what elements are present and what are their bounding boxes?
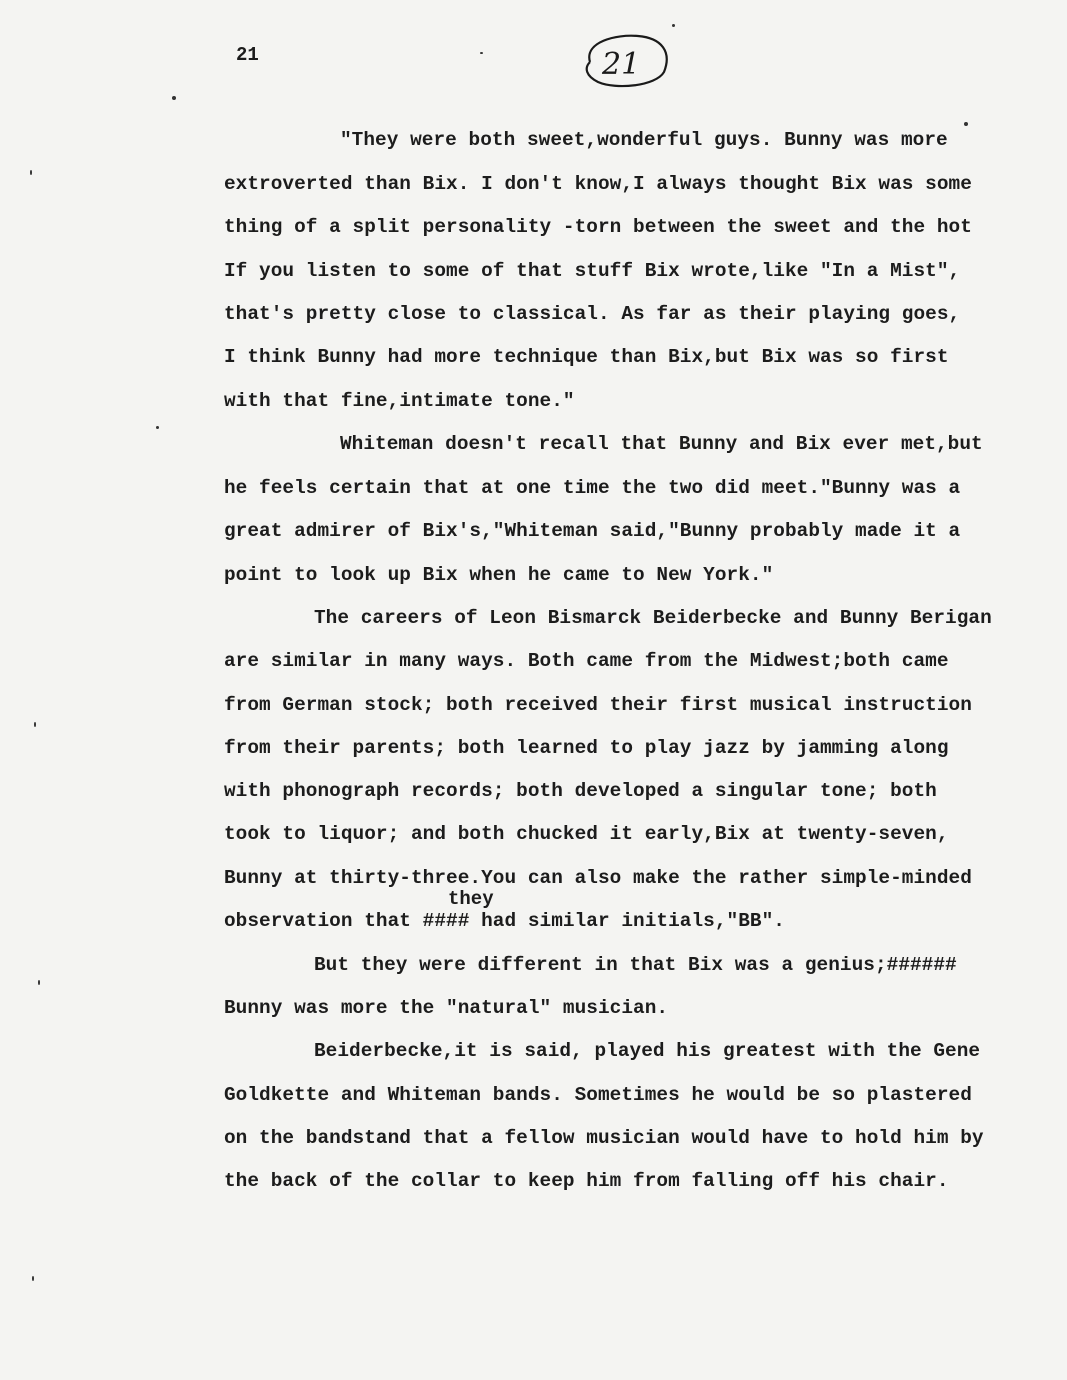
text-line: Whiteman doesn't recall that Bunny and Bix ever met,but bbox=[340, 433, 983, 455]
scan-speck bbox=[964, 122, 968, 126]
text-line: from German stock; both received their first musical instruction bbox=[224, 694, 972, 716]
circle-annotation-icon bbox=[576, 28, 676, 92]
text-line: thing of a split personality -torn between the sweet and the hot bbox=[224, 216, 972, 238]
scan-speck bbox=[30, 170, 32, 175]
text-line: great admirer of Bix's,"Whiteman said,"Bunny probably made it a bbox=[224, 520, 961, 542]
text-line: the back of the collar to keep him from falling off his chair. bbox=[224, 1170, 949, 1192]
scan-speck bbox=[480, 52, 483, 54]
text-line: are similar in many ways. Both came from the Midwest;both came bbox=[224, 650, 949, 672]
scan-speck bbox=[172, 96, 176, 100]
text-line: The careers of Leon Bismarck Beiderbecke and Bunny Berigan bbox=[314, 607, 992, 629]
text-line: Beiderbecke,it is said, played his greatest with the Gene bbox=[314, 1040, 981, 1062]
text-line: with that fine,intimate tone." bbox=[224, 390, 575, 412]
scan-speck bbox=[672, 24, 675, 27]
text-line: Bunny was more the "natural" musician. bbox=[224, 997, 669, 1019]
text-line: Bunny at thirty-three.You can also make the rather simple-minded bbox=[224, 867, 972, 889]
text-line: "They were both sweet,wonderful guys. Bunny was more bbox=[340, 129, 948, 151]
text-line: But they were different in that Bix was a genius;###### bbox=[314, 954, 957, 976]
scan-speck bbox=[32, 1276, 34, 1281]
text-line: observation that #### had similar initials,"BB". bbox=[224, 910, 785, 932]
text-line: on the bandstand that a fellow musician would have to hold him by bbox=[224, 1127, 984, 1149]
text-line: took to liquor; and both chucked it early,Bix at twenty-seven, bbox=[224, 823, 949, 845]
text-line: he feels certain that at one time the two did meet."Bunny was a bbox=[224, 477, 961, 499]
text-line: that's pretty close to classical. As far as their playing goes, bbox=[224, 303, 961, 325]
handwritten-insertion: they bbox=[448, 888, 494, 910]
text-line: I think Bunny had more technique than Bix,but Bix was so first bbox=[224, 346, 949, 368]
text-line: from their parents; both learned to play jazz by jamming along bbox=[224, 737, 949, 759]
scan-speck bbox=[156, 426, 159, 429]
text-line: Goldkette and Whiteman bands. Sometimes he would be so plastered bbox=[224, 1084, 972, 1106]
circled-number-text: 21 bbox=[602, 47, 641, 82]
page-number: 21 bbox=[236, 44, 259, 66]
scan-speck bbox=[38, 980, 40, 985]
text-line: extroverted than Bix. I don't know,I always thought Bix was some bbox=[224, 173, 972, 195]
text-line: If you listen to some of that stuff Bix wrote,like "In a Mist", bbox=[224, 260, 961, 282]
text-line: point to look up Bix when he came to New York." bbox=[224, 564, 774, 586]
scan-speck bbox=[34, 722, 36, 727]
text-line: with phonograph records; both developed a singular tone; both bbox=[224, 780, 937, 802]
handwritten-circled-page-number bbox=[576, 28, 676, 92]
